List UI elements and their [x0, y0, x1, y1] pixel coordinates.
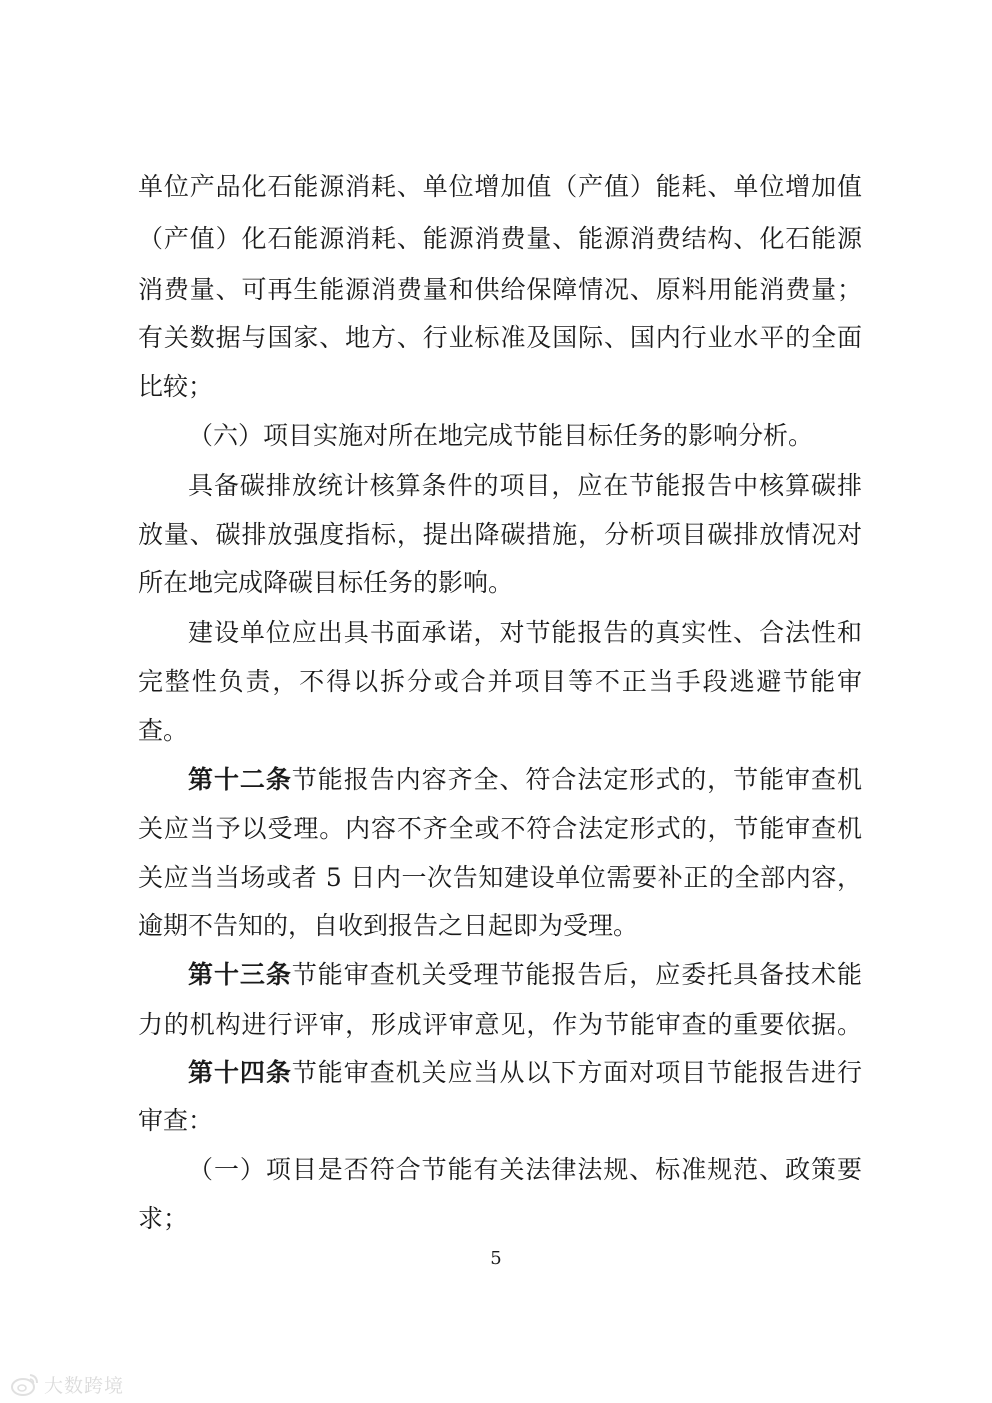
text-line: 放量、碳排放强度指标，提出降碳措施，分析项目碳排放情况对	[138, 520, 862, 549]
text-line: 所在地完成降碳目标任务的影响。	[138, 568, 514, 597]
text-line: （一）项目是否符合节能有关法律法规、标准规范、政策要	[188, 1155, 862, 1184]
text-run: 节能报告内容齐全、符合法定形式的，节能审查机	[291, 765, 862, 794]
watermark-text: 大数跨境	[44, 1374, 125, 1397]
sina-weibo-logo-icon	[10, 1371, 40, 1397]
watermark	[10, 1370, 124, 1398]
article-14-line	[188, 1058, 862, 1088]
article-heading: 第十二条	[188, 765, 292, 794]
text-line: 有关数据与国家、地方、行业标准及国际、国内行业水平的全面	[138, 323, 862, 352]
article-12-line	[188, 765, 862, 795]
text-line: （产值）化石能源消耗、能源消费量、能源消费结构、化石能源	[138, 224, 862, 253]
text-line: 审查：	[138, 1106, 214, 1135]
text-run: 节能审查机关受理节能报告后，应委托具备技术能	[291, 960, 862, 989]
text-line: 逾期不告知的，自收到报告之日起即为受理。	[138, 911, 639, 940]
text-line: （六）项目实施对所在地完成节能目标任务的影响分析。	[188, 421, 814, 450]
text-line: 比较；	[138, 372, 214, 401]
text-line: 建设单位应出具书面承诺，对节能报告的真实性、合法性和	[188, 618, 862, 647]
text-line: 完整性负责，不得以拆分或合并项目等不正当手段逃避节能审	[138, 667, 862, 696]
text-line: 关应当当场或者 5 日内一次告知建设单位需要补正的全部内容，	[138, 863, 862, 892]
text-run: 节能审查机关应当从以下方面对项目节能报告进行	[291, 1058, 862, 1087]
text-line: 消费量、可再生能源消费量和供给保障情况、原料用能消费量；	[138, 275, 862, 304]
text-line: 求；	[138, 1204, 189, 1233]
text-line: 具备碳排放统计核算条件的项目，应在节能报告中核算碳排	[188, 471, 862, 500]
text-line: 力的机构进行评审，形成评审意见，作为节能审查的重要依据。	[138, 1010, 862, 1039]
text-line: 查。	[138, 716, 189, 745]
article-13-line	[188, 960, 862, 990]
article-heading: 第十四条	[188, 1058, 292, 1087]
article-heading: 第十三条	[188, 960, 292, 989]
text-line: 单位产品化石能源消耗、单位增加值（产值）能耗、单位增加值	[138, 172, 862, 201]
page-number: 5	[490, 1248, 502, 1269]
text-line: 关应当予以受理。内容不齐全或不符合法定形式的，节能审查机	[138, 814, 862, 843]
